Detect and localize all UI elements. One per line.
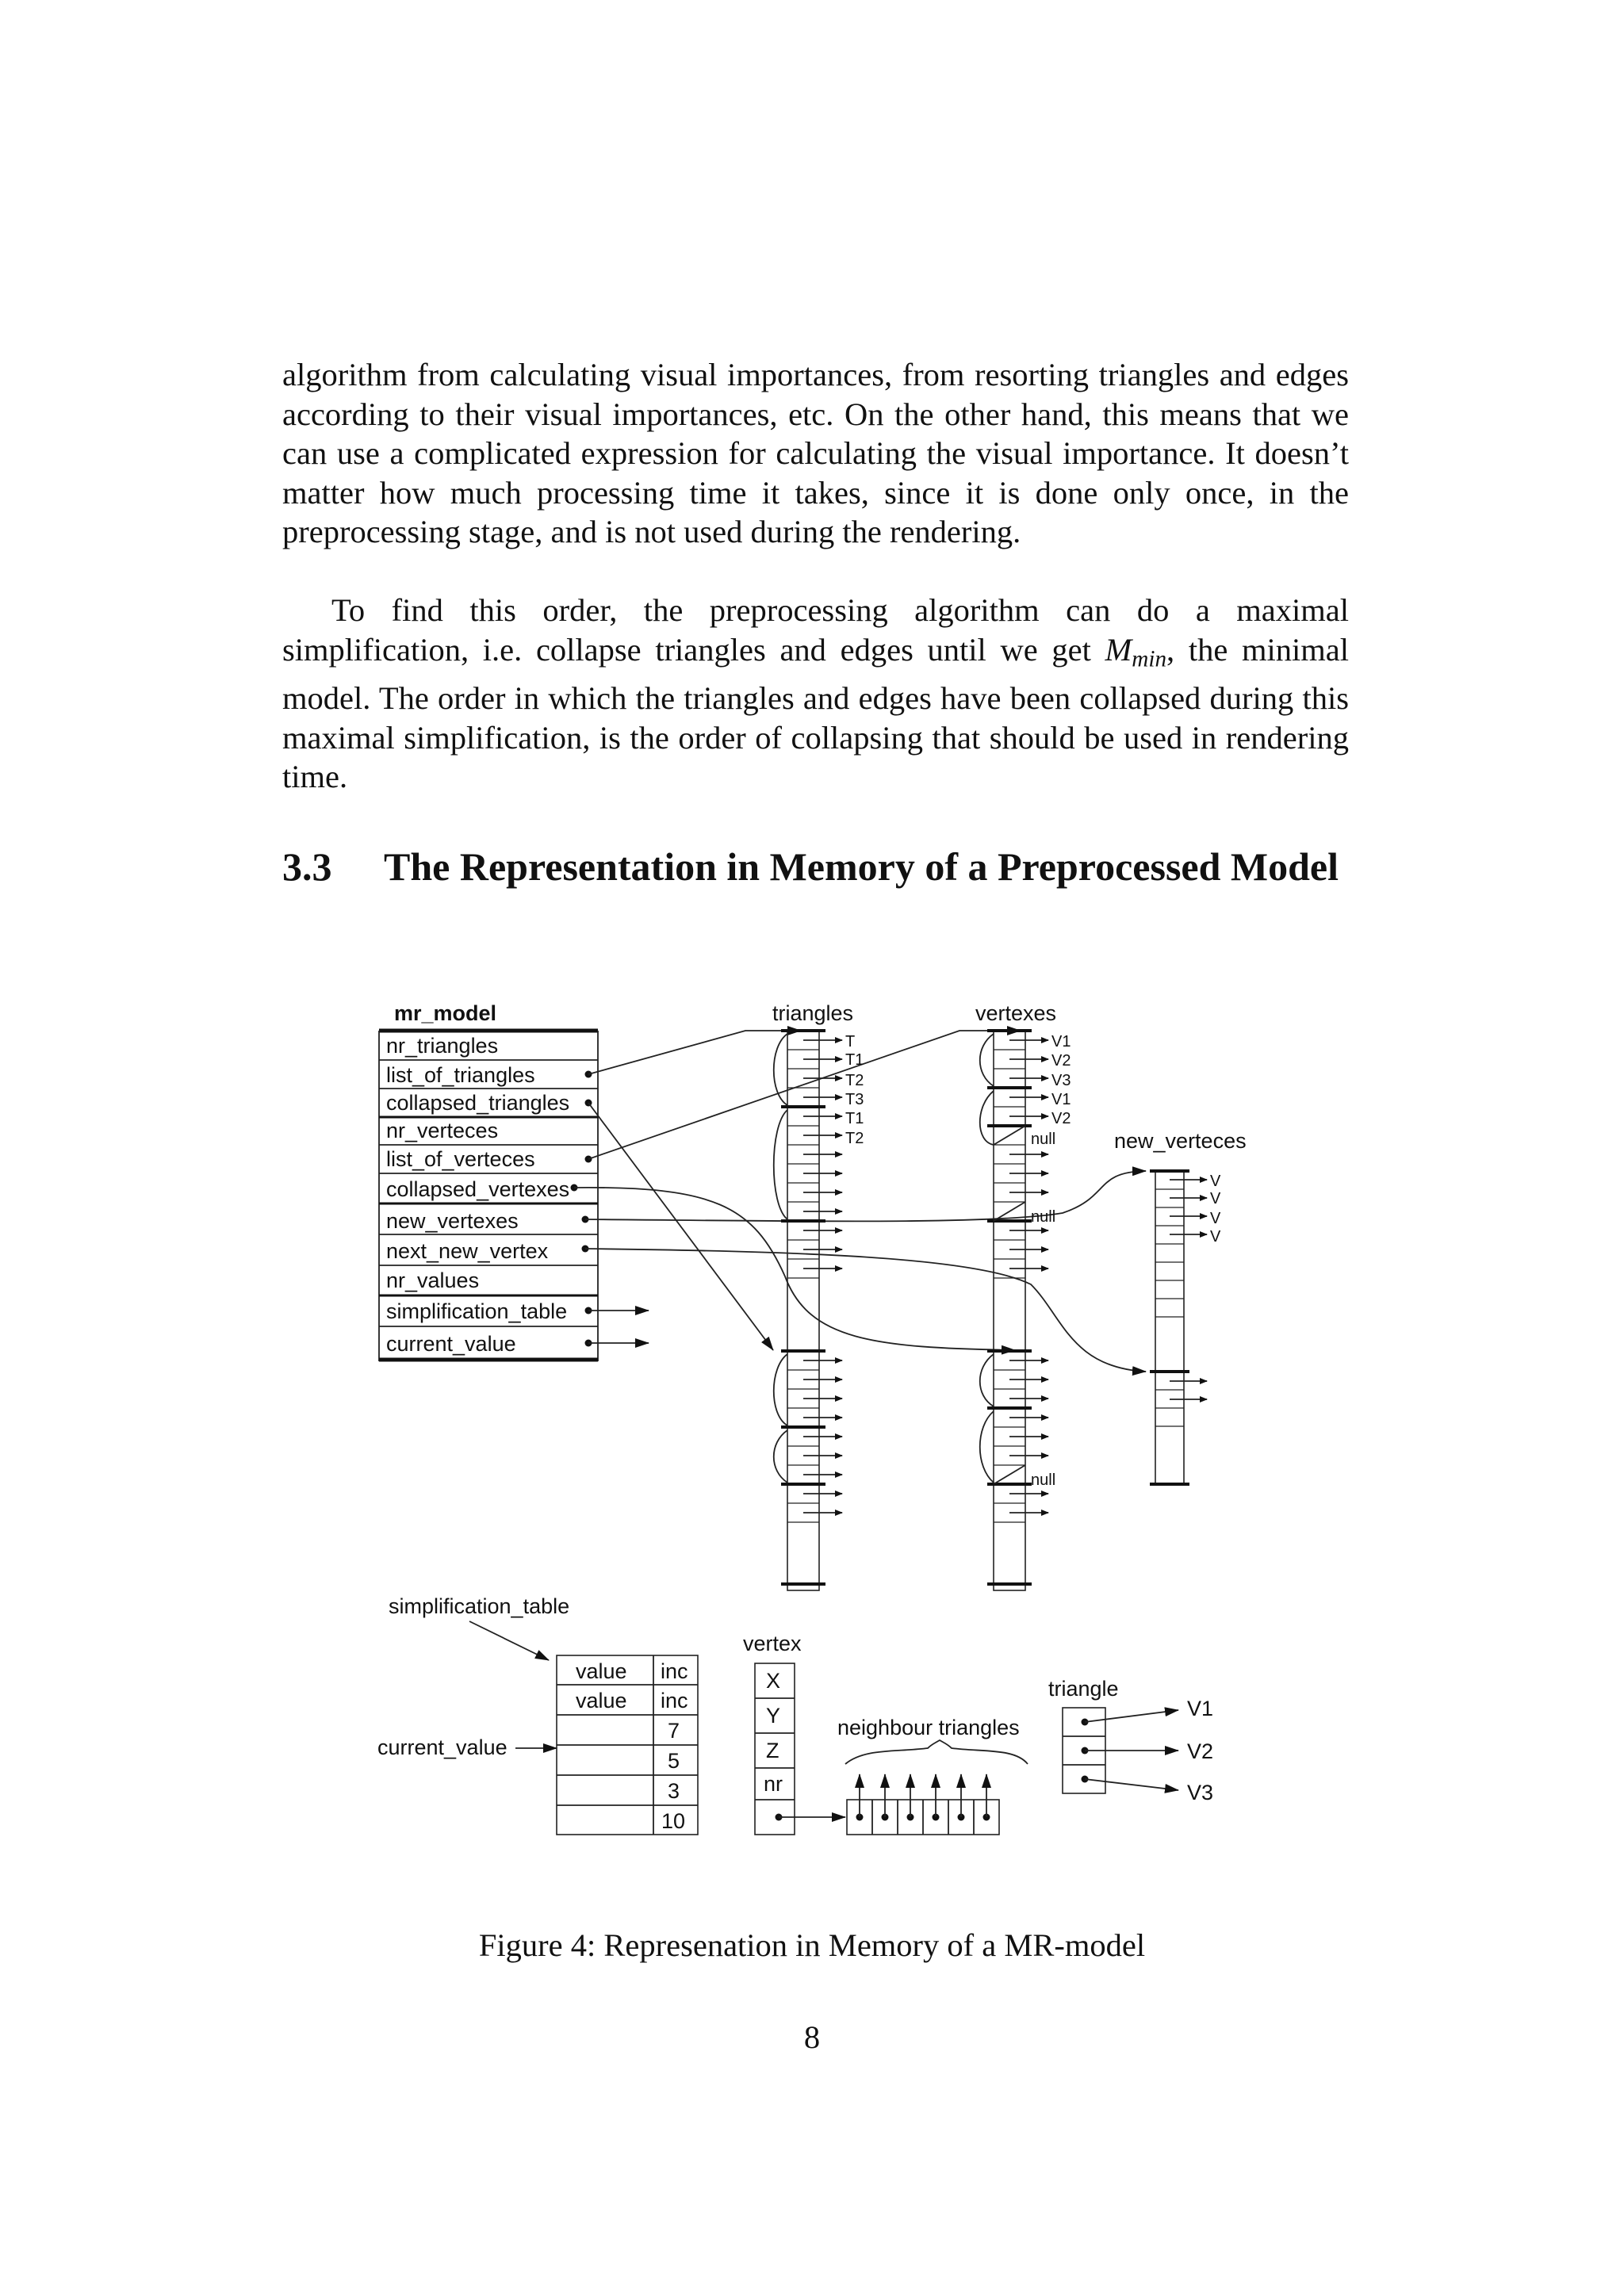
new-verteces-label: new_verteces [1114,1129,1247,1153]
current-value-label: current_value [377,1735,508,1759]
svg-text:V1: V1 [1051,1091,1071,1108]
svg-text:5: 5 [668,1749,680,1773]
vertex-label: vertex [743,1632,802,1655]
field-collapsed-vertexes: collapsed_vertexes [386,1177,570,1201]
mr-model-title: mr_model [394,1001,497,1025]
svg-text:V1: V1 [1187,1697,1214,1720]
field-current-value: current_value [386,1332,516,1356]
svg-text:V2: V2 [1051,1110,1071,1127]
svg-text:T3: T3 [845,1091,864,1108]
new-vertexes-link [585,1171,1146,1221]
svg-text:Z: Z [766,1739,779,1762]
field-next-new-vertex: next_new_vertex [386,1239,549,1263]
list-of-triangles-link [588,1031,801,1074]
svg-text:inc: inc [661,1689,688,1712]
vertexes-label: vertexes [975,1001,1057,1025]
next-new-vertex-link [585,1249,1146,1372]
neighbour-brace [845,1740,1028,1764]
triangles-label: triangles [772,1001,854,1025]
field-list-of-triangles: list_of_triangles [386,1063,535,1087]
simplification-table-label: simplification_table [389,1594,570,1618]
triangles-array [774,1031,842,1590]
svg-text:V2: V2 [1187,1739,1214,1763]
mr-model-pointers [571,1071,592,1347]
collapsed-triangles-link [588,1103,773,1350]
svg-text:7: 7 [668,1719,680,1743]
figure-caption: Figure 4: Represenation in Memory of a MR-model [478,1927,1146,1963]
vertex-refs [1051,1033,1071,1127]
svg-text:V: V [1210,1190,1221,1207]
svg-text:inc: inc [661,1659,688,1683]
svg-text:nr: nr [764,1772,783,1796]
vertexes-array [980,1031,1048,1590]
field-nr-triangles: nr_triangles [386,1034,499,1058]
svg-text:value: value [576,1689,627,1712]
svg-text:V3: V3 [1187,1781,1214,1804]
new-vertex-refs [1210,1173,1221,1246]
svg-text:10: 10 [661,1809,686,1833]
svg-text:T1: T1 [845,1110,864,1127]
neighbour-array [847,1774,999,1835]
svg-text:V: V [1210,1210,1221,1227]
new-verteces-array [1150,1171,1207,1485]
svg-text:X: X [766,1669,781,1693]
svg-text:V3: V3 [1051,1072,1071,1089]
paragraph-2-start: To find this order, the preprocessing algorithm can do a maximal simplification, i.e. collapse triangles and edges until we get [282,592,1349,668]
page-number: 8 [803,2019,821,2055]
vertex-fields [764,1669,783,1796]
svg-text:3: 3 [668,1779,680,1803]
null-label-1: null [1031,1131,1056,1148]
svg-text:value: value [576,1659,627,1683]
simplification-table-pointer [469,1621,549,1660]
paragraph-2 [282,591,1349,797]
field-collapsed-triangles: collapsed_triangles [386,1091,570,1115]
section-heading [282,842,1349,891]
svg-text:V: V [1210,1173,1221,1190]
svg-text:T2: T2 [845,1130,864,1147]
field-simplification-table: simplification_table [386,1299,568,1323]
svg-text:V1: V1 [1051,1033,1071,1050]
triangle-record [1063,1708,1178,1793]
svg-text:Y: Y [766,1704,781,1728]
field-nr-verteces: nr_verteces [386,1119,499,1142]
neighbour-triangles-label: neighbour triangles [837,1716,1020,1739]
null-label-2: null [1031,1208,1056,1226]
null-label-3: null [1031,1471,1056,1489]
paragraph-2-end: , the minimal model. The order in which the triangles and edges have been collapsed during this maximal simplification, is the order of collapsing that should be used in rendering time. [282,631,1349,795]
svg-text:T2: T2 [845,1072,864,1089]
mr-model-fields [386,1034,569,1356]
svg-text:T1: T1 [845,1051,864,1069]
triangle-refs [845,1033,864,1147]
field-new-vertexes: new_vertexes [386,1209,519,1233]
triangle-label: triangle [1048,1677,1119,1701]
field-list-of-verteces: list_of_verteces [386,1147,535,1171]
section-title: The Representation in Memory of a Preprocessed Model [384,844,1339,889]
figure-mr-model [0,975,1624,1871]
field-nr-values: nr_values [386,1269,480,1292]
paragraph-1: algorithm from calculating visual importances, from resorting triangles and edges according to their visual importances, etc. On the other hand, this means that we can use a complicated expression for calculating the visual importance. It doesn’t matter how much processing time it takes, since it is done only once, in the preprocessing stage, and is not used during the rendering. [282,357,1349,549]
collapsed-vertexes-link [574,1188,1015,1350]
math-m-min: $M_{min}$ [1105,631,1167,672]
svg-text:V2: V2 [1051,1052,1071,1070]
svg-text:T: T [845,1033,856,1050]
svg-text:V: V [1210,1228,1221,1246]
triangle-vertex-refs [1187,1697,1213,1804]
section-number: 3.3 [282,844,332,889]
